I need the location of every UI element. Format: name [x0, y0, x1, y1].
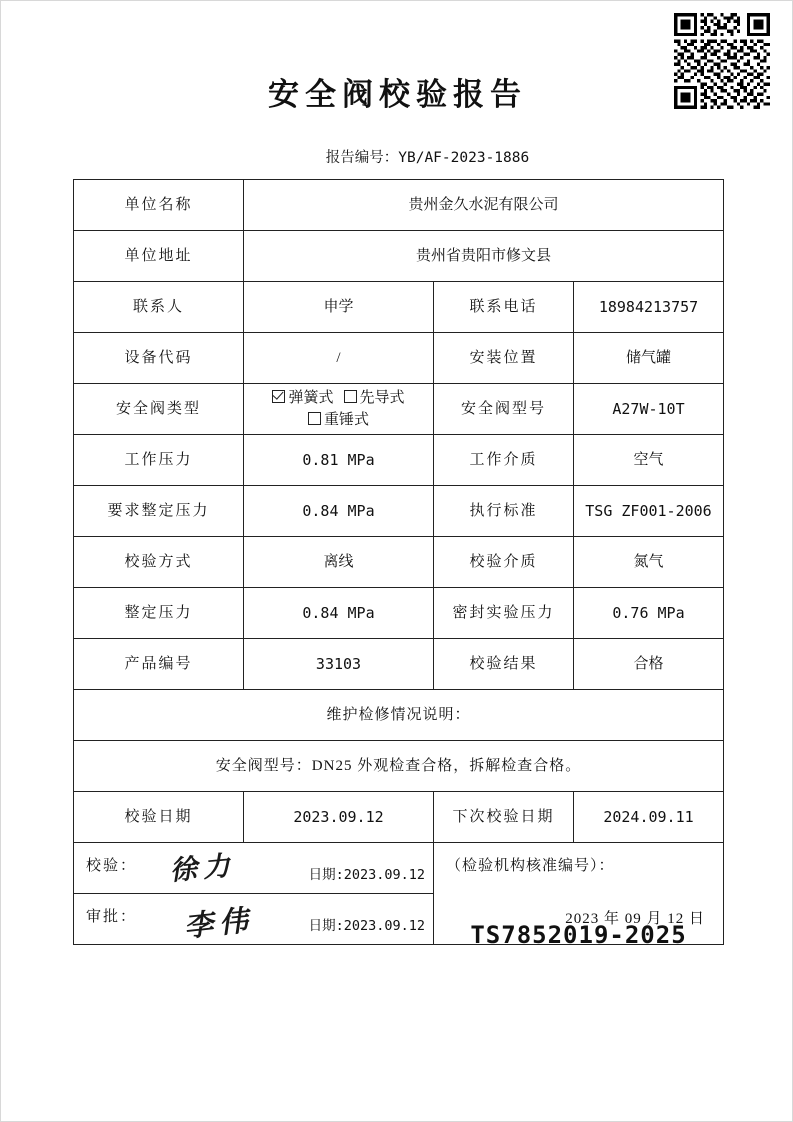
certificate-date: 2023 年 09 月 12 日: [565, 910, 706, 927]
device-code-label: 设备代码: [74, 333, 244, 384]
certificate-cell: [434, 843, 724, 949]
page-title: 安全阀校验报告: [268, 77, 527, 112]
table-row: [74, 180, 724, 231]
seal-pressure-value: 0.76 MPa: [574, 588, 724, 639]
check-date-label: 校验日期: [74, 792, 244, 843]
required-set-pressure-label: 要求整定压力: [74, 486, 244, 537]
contact-value: 申学: [244, 282, 434, 333]
valve-model-value: A27W-10T: [574, 384, 724, 435]
approve-date: 日期:2023.09.12: [308, 917, 425, 934]
unit-address-value: 贵州省贵阳市修文县: [244, 231, 724, 282]
next-check-date-value: 2024.09.11: [574, 792, 724, 843]
checkbox-pilot-type[interactable]: [344, 387, 405, 410]
work-pressure-value: 0.81 MPa: [244, 435, 434, 486]
contact-label: 联系人: [74, 282, 244, 333]
required-set-pressure-value: 0.84 MPa: [244, 486, 434, 537]
checkbox-label: 弹簧式: [288, 389, 334, 406]
table-row: [74, 843, 724, 894]
result-label: 校验结果: [434, 639, 574, 690]
verify-signature: 徐力: [168, 850, 238, 887]
checkbox-label: 重锤式: [323, 412, 369, 428]
checkbox-icon: [344, 390, 357, 403]
valve-type-label: 安全阀类型: [74, 384, 244, 435]
verify-label: 校验：: [86, 858, 138, 874]
test-medium-label: 校验介质: [434, 537, 574, 588]
checkbox-icon: [308, 412, 321, 425]
phone-value: 18984213757: [574, 282, 724, 333]
check-date-value: 2023.09.12: [244, 792, 434, 843]
table-row: [74, 588, 724, 639]
table-row: [74, 435, 724, 486]
product-no-value: 33103: [244, 639, 434, 690]
result-value: 合格: [574, 639, 724, 690]
unit-name-value: 贵州金久水泥有限公司: [244, 180, 724, 231]
standard-label: 执行标准: [434, 486, 574, 537]
phone-label: 联系电话: [434, 282, 574, 333]
table-row: [74, 333, 724, 384]
table-row: [74, 537, 724, 588]
test-medium-value: 氮气: [574, 537, 724, 588]
test-method-label: 校验方式: [74, 537, 244, 588]
checkbox-spring-type[interactable]: [272, 387, 333, 410]
valve-model-label: 安全阀型号: [434, 384, 574, 435]
approve-signature-cell: [74, 894, 434, 945]
medium-label: 工作介质: [434, 435, 574, 486]
unit-name-label: 单位名称: [74, 180, 244, 231]
certificate-number: TS7852019-2025: [470, 921, 687, 949]
certificate-title: （检验机构核准编号）：: [446, 858, 615, 874]
set-pressure-label: 整定压力: [74, 588, 244, 639]
seal-pressure-label: 密封实验压力: [434, 588, 574, 639]
work-pressure-label: 工作压力: [74, 435, 244, 486]
table-row: [74, 282, 724, 333]
maintenance-title: 维护检修情况说明：: [74, 690, 724, 741]
valve-type-options: [244, 384, 434, 435]
report-number-value: YB/AF-2023-1886: [398, 150, 530, 166]
checkbox-label: 先导式: [359, 389, 405, 406]
table-row: [74, 639, 724, 690]
verify-signature-cell: [74, 843, 434, 894]
approve-label: 审批：: [86, 909, 138, 925]
table-row: [74, 231, 724, 282]
inspection-table: [73, 179, 724, 949]
table-row: [74, 741, 724, 792]
table-row: [74, 384, 724, 435]
table-row: [74, 486, 724, 537]
table-row: [74, 792, 724, 843]
verify-date: 日期:2023.09.12: [308, 866, 425, 883]
install-position-value: 储气罐: [574, 333, 724, 384]
product-no-label: 产品编号: [74, 639, 244, 690]
device-code-value: /: [244, 333, 434, 384]
medium-value: 空气: [574, 435, 724, 486]
test-method-value: 离线: [244, 537, 434, 588]
unit-address-label: 单位地址: [74, 231, 244, 282]
checkbox-weight-type[interactable]: [308, 409, 369, 432]
next-check-date-label: 下次校验日期: [434, 792, 574, 843]
install-position-label: 安装位置: [434, 333, 574, 384]
standard-value: TSG ZF001-2006: [574, 486, 724, 537]
set-pressure-value: 0.84 MPa: [244, 588, 434, 639]
table-row: [74, 690, 724, 741]
approve-signature: 李伟: [182, 902, 256, 944]
report-number: [1, 146, 793, 167]
maintenance-text: 安全阀型号：DN25 外观检查合格，拆解检查合格。: [74, 741, 724, 792]
checkbox-icon: [272, 390, 285, 403]
report-number-label: 报告编号：: [325, 150, 399, 166]
